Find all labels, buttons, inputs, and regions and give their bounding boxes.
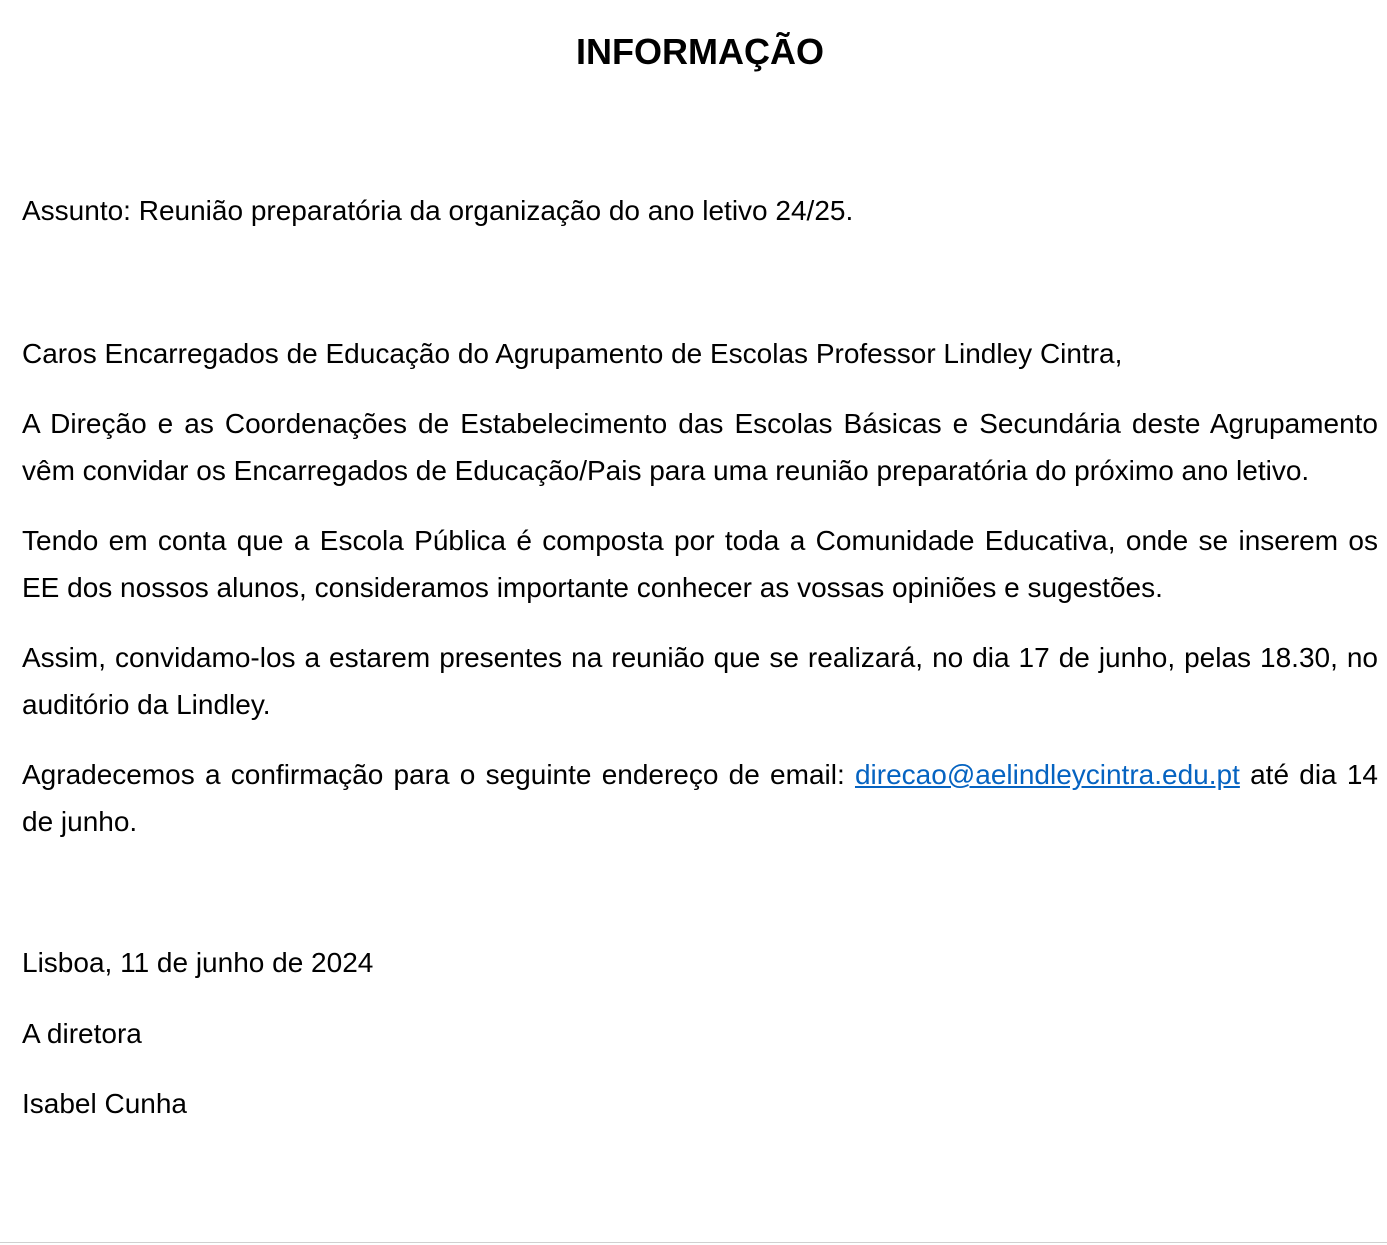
greeting-line: Caros Encarregados de Educação do Agrupamento de Escolas Professor Lindley Cintra, [22,337,1123,369]
email-link[interactable]: direcao@aelindleycintra.edu.pt [854,759,1240,790]
signer-name: Isabel Cunha [22,1088,188,1119]
paragraph-meeting-details: Assim, convidamo-los a estarem presentes na reunião que se realizará, no dia 17 de junho, pelas 18.30, no auditório da Lindley. [22,642,1378,720]
paragraph-community: Tendo em conta que a Escola Pública é composta por toda a Comunidade Educativa, onde se inserem os EE dos nossos alunos, consideramos importante conhecer as vossas opiniões e sugestões. [22,525,1378,603]
document-page [22,0,1378,1128]
confirmation-prefix: Agradecemos a confirmação para o seguinte endereço de email: [22,759,855,790]
paragraph-confirmation [22,752,1378,845]
signoff-title: A diretora [22,1017,142,1049]
subject-line: Assunto: Reunião preparatória da organização do ano letivo 24/25. [22,195,854,226]
confirmation-suffix: até dia 14 de junho. [22,759,1378,837]
place-date: Lisboa, 11 de junho de 2024 [22,947,374,978]
page-bottom-divider [0,1242,1387,1243]
document-title: INFORMAÇÃO [576,31,824,72]
paragraph-invitation: A Direção e as Coordenações de Estabelecimento das Escolas Básicas e Secundária deste Agrupamento vêm convidar os Encarregados de Educação/Pais para uma reunião preparatória do próximo ano letivo. [22,408,1378,486]
